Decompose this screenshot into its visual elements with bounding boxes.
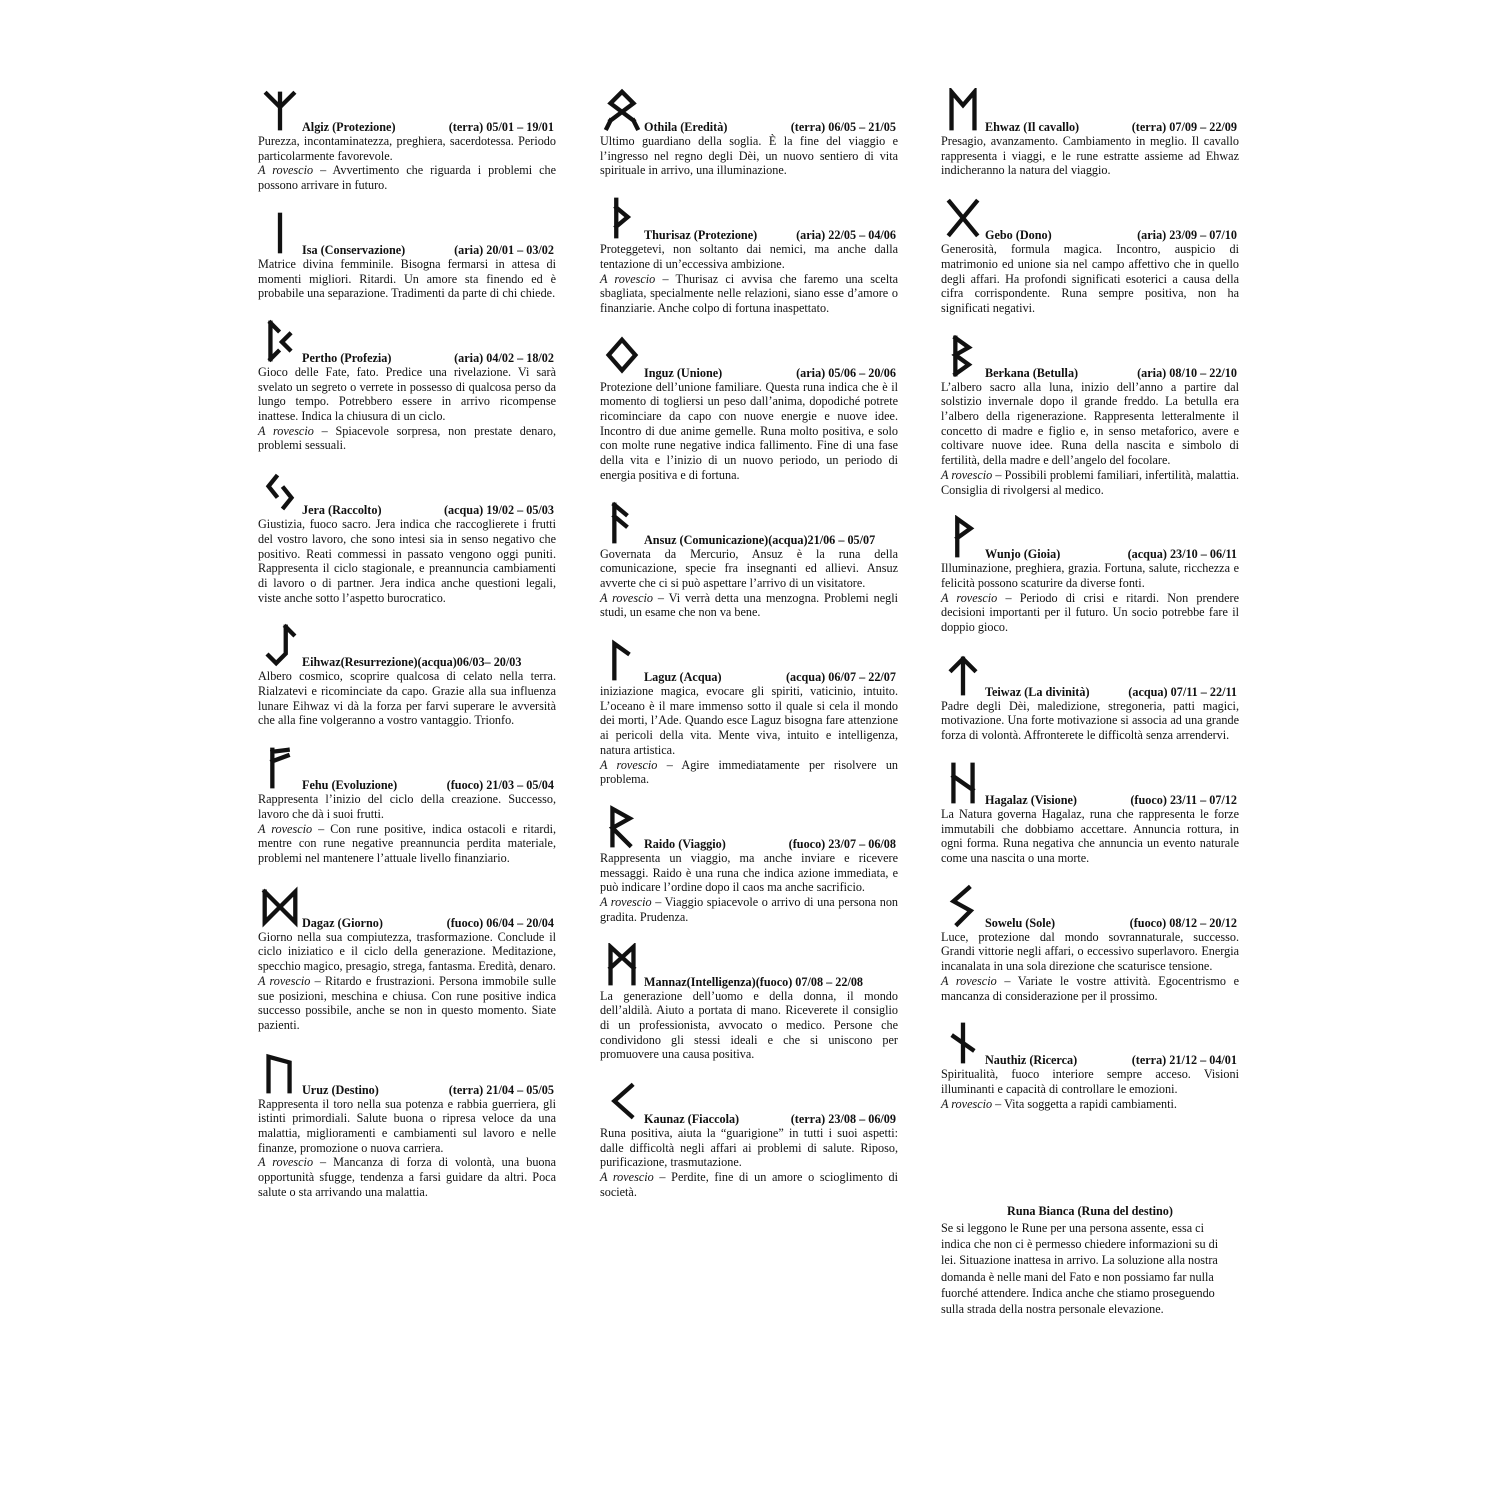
rune-reverse-meaning <box>258 424 556 453</box>
rune-entry-wunjo <box>941 515 1239 635</box>
rune-element-dates <box>1128 120 1237 134</box>
reverse-text: – Ritardo e frustrazioni. Persona immobile sulle sue posizioni, meschina e chiusa. Con rune positive indica successo possibile, anche se non in questo momento. Siate pazienti. <box>258 973 557 1032</box>
rune-dates: 04/02 – 18/02 <box>486 350 554 365</box>
rune-heading <box>600 334 898 380</box>
rune-element: (aria) <box>1137 228 1167 243</box>
rune-teiwaz-icon <box>943 653 983 697</box>
rune-entry-pertho <box>258 319 556 453</box>
rune-entry-eihwaz <box>258 623 556 728</box>
rune-element-dates <box>450 243 554 257</box>
rune-heading <box>258 211 556 257</box>
rune-element-dates <box>443 778 554 792</box>
rune-reverse-meaning <box>258 163 556 192</box>
rune-isa-icon <box>260 211 300 255</box>
rune-heading <box>600 196 898 242</box>
column-right <box>941 88 1239 1111</box>
column-left <box>258 88 556 1200</box>
reverse-text: – Spiacevole sorpresa, non prestate denaro, problemi sessuali. <box>258 423 557 453</box>
rune-element-dates <box>450 351 554 365</box>
rune-element-dates <box>1124 547 1237 561</box>
reverse-label: A rovescio <box>258 1155 314 1170</box>
rune-element: (terra) <box>448 120 484 134</box>
rune-ansuz-icon <box>602 501 642 545</box>
reverse-label: A rovescio <box>941 973 997 988</box>
rune-element-dates <box>1133 228 1237 242</box>
reverse-text: – Periodo di crisi e ritardi. Non prendere decisioni importanti per il futuro. Un socio potrebbe fare il doppio gioco. <box>941 590 1240 635</box>
rune-title: Eihwaz(Resurrezione)(acqua)06/03– 20/03 <box>302 655 522 670</box>
rune-heading <box>258 746 556 792</box>
reverse-text: – Thurisaz ci avvisa che faremo una scelta sbagliata, specialmente nelle relazioni, siano esse d’amore o finanziarie. Anche colpo di fortuna inaspettato. <box>600 271 898 315</box>
rune-element: (fuoco) <box>1130 792 1167 807</box>
rune-heading <box>941 884 1239 930</box>
rune-description: Luce, protezione dal mondo sovrannaturale, successo. Grandi vittorie negli affari, o eccessivo superlavoro. Energia incanalata in una sola direzione che scaturisce tensione. <box>941 929 1239 974</box>
rune-description: Illuminazione, preghiera, grazia. Fortuna, salute, ricchezza e felicità possono scaturire da diverse fonti. <box>941 561 1239 590</box>
runa-bianca-title: Runa Bianca (Runa del destino) <box>1007 1204 1173 1218</box>
rune-title: Wunjo (Gioia) <box>985 547 1061 562</box>
reverse-label: A rovescio <box>600 590 653 605</box>
rune-element: (acqua) <box>1128 684 1168 699</box>
rune-title: Thurisaz (Protezione) <box>644 228 758 243</box>
rune-dates: 06/04 – 20/04 <box>486 915 554 930</box>
rune-entry-teiwaz <box>941 653 1239 743</box>
rune-dates: 05/01 – 19/01 <box>486 120 554 134</box>
rune-element: (acqua) <box>443 503 484 518</box>
rune-element: (aria) <box>796 228 826 243</box>
rune-reverse-meaning <box>941 591 1239 635</box>
rune-description: Protezione dell’unione familiare. Questa runa indica che è il momento di togliersi un peso dall’anima, dopodiché potrete ricominciare da capo con nuove energie e nuove idee. Incontro di due anime gemelle. Runa molto positiva, e solo con molte rune negative indica fallimento. Fine di una fase della vita e l’inizio di un nuovo periodo, un periodo di energia positiva e di fortuna. <box>600 379 898 482</box>
rune-element: (aria) <box>1137 365 1167 380</box>
rune-dates: 07/09 – 22/09 <box>1169 120 1237 134</box>
rune-sowelu-icon <box>943 884 983 928</box>
rune-dates: 23/08 – 06/09 <box>828 1112 896 1127</box>
reverse-label: A rovescio <box>600 757 658 772</box>
rune-entry-algiz <box>258 88 556 193</box>
rune-entry-kaunaz <box>600 1080 898 1200</box>
rune-element-dates <box>1126 916 1237 930</box>
rune-heading <box>600 805 898 851</box>
rune-dates: 06/05 – 21/05 <box>828 120 896 134</box>
rune-description: La generazione dell’uomo e della donna, il mondo dell’aldilà. Aiuto a portata di mano. Riceverete il consiglio di un professionista, avvocato o medico. Persone che condividono gli stessi ideali e che si uniscono per promuovere una causa positiva. <box>600 988 898 1062</box>
rune-berkana-icon <box>943 334 983 378</box>
rune-element-dates <box>782 670 896 684</box>
rune-description: Presagio, avanzamento. Cambiamento in meglio. Il cavallo rappresenta i viaggi, e le rune estratte assieme ad Ehwaz indicheranno la natura del viaggio. <box>941 134 1239 178</box>
rune-element: (fuoco) <box>446 915 484 930</box>
rune-title: Isa (Conservazione) <box>302 242 406 257</box>
rune-fehu-icon <box>260 746 300 790</box>
rune-description: Rappresenta un viaggio, ma anche inviare e ricevere messaggi. Raido è una runa che indica azione immediata, e può indicare l’ordine dopo il caos ma anche sacrificio. <box>600 850 898 895</box>
rune-element: (aria) <box>454 242 484 257</box>
rune-inguz-icon <box>602 334 642 378</box>
rune-heading <box>941 761 1239 807</box>
rune-entry-nauthiz <box>941 1021 1239 1111</box>
rune-title: Gebo (Dono) <box>985 228 1052 243</box>
rune-element: (aria) <box>796 365 826 380</box>
rune-title: Ansuz (Comunicazione)(acqua)21/06 – 05/07 <box>644 532 876 547</box>
rune-wunjo-icon <box>943 515 983 559</box>
rune-title: Kaunaz (Fiaccola) <box>644 1112 740 1127</box>
rune-element: (terra) <box>790 120 826 134</box>
reverse-label: A rovescio <box>258 423 314 438</box>
rune-reverse-meaning <box>258 1155 556 1199</box>
rune-title: Jera (Raccolto) <box>302 503 382 518</box>
rune-othila-icon <box>602 88 642 132</box>
rune-hagalaz-icon <box>943 761 983 805</box>
reverse-text: – Avvertimento che riguarda i problemi che possono arrivare in futuro. <box>258 163 557 193</box>
rune-element-dates <box>1126 793 1237 807</box>
rune-description: Proteggetevi, non soltanto dai nemici, ma anche dalla tentazione di un’eccessiva ambizione. <box>600 242 898 271</box>
rune-description: Spiritualità, fuoco interiore sempre acceso. Visioni illuminanti e capacità di controllare le emozioni. <box>941 1067 1239 1096</box>
rune-dates: 21/12 – 04/01 <box>1169 1053 1237 1068</box>
rune-description: Albero cosmico, scoprire qualcosa di celato nella terra. Rialzatevi e ricominciate da capo. Grazie alla sua influenza lunare Eihwaz vi dà la forza per farvi superare le avversità che alla fine volgeranno a vostro vantaggio. Trionfo. <box>258 669 556 728</box>
runa-bianca-section <box>941 1204 1239 1317</box>
rune-heading <box>941 196 1239 242</box>
rune-reverse-meaning <box>941 1097 1239 1112</box>
rune-title: Berkana (Betulla) <box>985 365 1079 380</box>
rune-element-dates <box>445 120 554 134</box>
rune-element-dates <box>445 1083 554 1097</box>
rune-description: Rappresenta l’inizio del ciclo della creazione. Successo, lavoro che dà i suoi frutti. <box>258 792 556 821</box>
rune-dates: 08/10 – 22/10 <box>1169 365 1237 380</box>
rune-reverse-meaning <box>600 895 898 924</box>
reverse-text: – Vi verrà detta una menzogna. Problemi negli studi, un esame che non va bene. <box>600 590 899 620</box>
rune-title: Hagalaz (Visione) <box>985 792 1077 807</box>
rune-heading <box>258 1051 556 1097</box>
rune-entry-raido <box>600 805 898 925</box>
rune-entry-gebo <box>941 196 1239 316</box>
rune-dates: 05/06 – 20/06 <box>828 365 896 380</box>
rune-heading <box>941 88 1239 134</box>
rune-element: (fuoco) <box>1129 915 1167 930</box>
rune-uruz-icon <box>260 1051 300 1095</box>
rune-title: Ehwaz (Il cavallo) <box>985 120 1080 134</box>
reverse-text: – Viaggio spiacevole o arrivo di una persona non gradita. Prudenza. <box>600 895 899 924</box>
rune-element: (aria) <box>454 350 484 365</box>
rune-entry-isa <box>258 211 556 301</box>
rune-description: La Natura governa Hagalaz, runa che rappresenta le forze immutabili che dobbiamo accettare. Annuncia rottura, in ogni forma. Runa negativa che annuncia un evento naturale come una nascita o una morte. <box>941 806 1239 865</box>
reverse-label: A rovescio <box>258 973 311 988</box>
rune-title: Nauthiz (Ricerca) <box>985 1053 1078 1068</box>
rune-jera-icon <box>260 471 300 515</box>
rune-algiz-icon <box>260 88 300 132</box>
reverse-text: – Variate le vostre attività. Egocentrismo e mancanza di considerazione per il prossimo. <box>941 973 1240 1003</box>
reverse-label: A rovescio <box>600 895 652 910</box>
rune-element: (acqua) <box>1127 547 1167 562</box>
rune-description: Runa positiva, aiuta la “guarigione” in tutti i suoi aspetti: dalle difficoltà negli affari ai problemi di salute. Riposo, purificazione, trasmutazione. <box>600 1126 898 1170</box>
rune-title: Fehu (Evoluzione) <box>302 778 398 793</box>
rune-element-dates <box>787 120 896 134</box>
rune-dates: 21/03 – 05/04 <box>486 778 554 793</box>
rune-element: (fuoco) <box>788 836 826 851</box>
rune-entry-inguz <box>600 334 898 483</box>
rune-pertho-icon <box>260 319 300 363</box>
rune-description: Giorno nella sua compiutezza, trasformazione. Conclude il ciclo iniziatico e il ciclo della generazione. Meditazione, specchio magico, presagio, strega, fantasma. Eredità, denaro. <box>258 929 556 974</box>
rune-description: Matrice divina femminile. Bisogna fermarsi in attesa di momenti migliori. Ritardi. Un amore sta finendo ed è probabile una separazione. Tradimenti da parte di chi chiede. <box>258 256 556 301</box>
rune-title: Uruz (Destino) <box>302 1082 379 1097</box>
rune-dates: 23/10 – 06/11 <box>1169 547 1237 562</box>
rune-entry-dagaz <box>258 884 556 1033</box>
rune-dates: 23/09 – 07/10 <box>1169 228 1237 243</box>
rune-description: L’albero sacro alla luna, inizio dell’anno a partire dal solstizio invernale dopo il grande freddo. La betulla era l’albero della rigenerazione. Rappresenta letteralmente il concetto di madre e figlio e, in senso metaforico, avere e coltivare nuove idee. Runa della nascita e simbolo di fertilità, della madre e dell’angelo del focolare. <box>941 379 1239 468</box>
reverse-text: – Agire immediatamente per risolvere un problema. <box>600 757 899 787</box>
rune-element-dates <box>792 228 896 242</box>
rune-description: Gioco delle Fate, fato. Predice una rivelazione. Vi sarà svelato un segreto o verrete in possesso di qualcosa perso da lungo tempo. Potrebbero essere in arrivo ricompense inattese. Indica la chiusura di un ciclo. <box>258 364 556 424</box>
rune-heading <box>600 501 898 547</box>
rune-title: Teiwaz (La divinità) <box>985 684 1090 699</box>
rune-entry-jera <box>258 471 556 605</box>
rune-gebo-icon <box>943 196 983 240</box>
rune-heading <box>941 515 1239 561</box>
rune-heading <box>258 319 556 365</box>
rune-dates: 23/07 – 06/08 <box>828 836 896 851</box>
rune-title: Inguz (Unione) <box>644 365 723 380</box>
rune-element: (terra) <box>1131 1053 1167 1068</box>
rune-element: (acqua) <box>785 670 826 685</box>
rune-reverse-meaning <box>600 591 898 620</box>
rune-entry-berkana <box>941 334 1239 498</box>
rune-ehwaz-icon <box>943 88 983 132</box>
rune-element-dates <box>1124 685 1237 699</box>
rune-description: Rappresenta il toro nella sua potenza e rabbia guerriera, gli istinti primordiali. Salute buona o ripresa veloce da una malattia, miglioramenti e cambiamenti sul lavoro e nelle finanze, promozione o nuova carriera. <box>258 1096 556 1155</box>
rune-reverse-meaning <box>600 1170 898 1199</box>
rune-element-dates <box>440 503 554 517</box>
rune-element: (terra) <box>790 1112 826 1127</box>
rune-element: (terra) <box>448 1082 484 1097</box>
rune-description: Ultimo guardiano della soglia. È la fine del viaggio e l’ingresso nel regno degli Dèi, un nuovo sentiero di vita spirituale in arrivo, una illuminazione. <box>600 134 898 178</box>
rune-entry-ehwaz <box>941 88 1239 178</box>
rune-element: (terra) <box>1131 120 1167 134</box>
rune-dates: 22/05 – 04/06 <box>828 228 896 243</box>
rune-entry-laguz <box>600 638 898 787</box>
rune-dagaz-icon <box>260 884 300 928</box>
rune-heading <box>941 334 1239 380</box>
rune-description: iniziazione magica, evocare gli spiriti, vaticinio, intuito. L’oceano è il mare immenso sotto il quale si cela il mondo dei morti, l’Ade. Quando esce Laguz bisogna fare attenzione ai pericoli della vita. Mente viva, intuito e intelligenza, natura artistica. <box>600 684 898 757</box>
rune-kaunaz-icon <box>602 1080 642 1124</box>
reverse-label: A rovescio <box>941 467 993 482</box>
rune-element-dates <box>792 366 896 380</box>
rune-element-dates <box>785 837 896 851</box>
rune-entry-sowelu <box>941 884 1239 1004</box>
rune-reverse-meaning <box>600 758 898 787</box>
reverse-text: – Perdite, fine di un amore o scioglimento di società. <box>600 1170 899 1199</box>
rune-dates: 06/07 – 22/07 <box>828 670 896 685</box>
rune-element-dates <box>787 1112 896 1126</box>
rune-dates: 08/12 – 20/12 <box>1169 915 1237 930</box>
rune-entry-hagalaz <box>941 761 1239 866</box>
rune-dates: 20/01 – 03/02 <box>486 242 554 257</box>
rune-reverse-meaning <box>258 822 556 866</box>
rune-title: Dagaz (Giorno) <box>302 915 383 930</box>
rune-heading <box>258 471 556 517</box>
rune-heading <box>600 1080 898 1126</box>
rune-element-dates <box>1133 366 1237 380</box>
rune-entry-ansuz <box>600 501 898 621</box>
runa-bianca-text: Se si leggono le Rune per una persona assente, essa ci indica che non ci è permesso chiedere informazioni su di lei. Situazione inattesa in arrivo. La soluzione alla nostra domanda è nelle mani del Fato e non possiamo far nulla fuorché attendere. Indica anche che stiamo proseguendo sulla strada della nostra personale elevazione. <box>941 1221 1219 1317</box>
reverse-text: – Mancanza di forza di volontà, una buona opportunità sfugge, tendenza a farsi guidare da altri. Poca salute o sta arrivando una malattia. <box>258 1155 557 1199</box>
rune-heading <box>941 1021 1239 1067</box>
rune-dates: 21/04 – 05/05 <box>486 1082 554 1097</box>
rune-title: Othila (Eredità) <box>644 120 728 134</box>
reverse-text: – Possibili problemi familiari, infertilità, malattia. Consiglia di rivolgersi al medico. <box>941 467 1240 497</box>
rune-title: Mannaz(Intelligenza)(fuoco) 07/08 – 22/08 <box>644 974 864 989</box>
rune-reverse-meaning <box>600 272 898 316</box>
rune-heading <box>600 88 898 134</box>
rune-title: Pertho (Profezia) <box>302 350 392 365</box>
rune-reverse-meaning <box>258 974 556 1033</box>
reverse-label: A rovescio <box>258 163 314 178</box>
rune-entry-thurisaz <box>600 196 898 316</box>
reverse-label: A rovescio <box>941 590 998 605</box>
rune-laguz-icon <box>602 638 642 682</box>
rune-dates: 19/02 – 05/03 <box>486 503 554 518</box>
rune-heading <box>600 943 898 989</box>
reverse-text: – Con rune positive, indica ostacoli e ritardi, mentre con rune negative preannuncia perdita materiale, problemi nel mantenere l’attuale livello finanziario. <box>258 821 557 865</box>
reverse-text: – Vita soggetta a rapidi cambiamenti. <box>995 1096 1177 1111</box>
rune-reverse-meaning <box>941 974 1239 1003</box>
rune-reverse-meaning <box>941 468 1239 497</box>
rune-title: Algiz (Protezione) <box>302 120 396 134</box>
rune-heading <box>600 638 898 684</box>
rune-dates: 07/11 – 22/11 <box>1170 684 1237 699</box>
rune-description: Governata da Mercurio, Ansuz è la runa della comunicazione, specie fra insegnanti ed allievi. Ansuz avverte che ci si può aspettare l’arrivo di un visitatore. <box>600 546 898 590</box>
rune-description: Purezza, incontaminatezza, preghiera, sacerdotessa. Periodo particolarmente favorevole. <box>258 134 556 163</box>
rune-nauthiz-icon <box>943 1021 983 1065</box>
rune-eihwaz-icon <box>260 623 300 667</box>
rune-element: (fuoco) <box>446 778 484 793</box>
reverse-label: A rovescio <box>258 821 313 836</box>
reverse-label: A rovescio <box>941 1096 993 1111</box>
rune-element-dates <box>1128 1053 1237 1067</box>
rune-title: Sowelu (Sole) <box>985 915 1056 930</box>
rune-entry-fehu <box>258 746 556 866</box>
rune-heading <box>258 623 556 669</box>
rune-entry-uruz <box>258 1051 556 1200</box>
reverse-label: A rovescio <box>600 271 656 286</box>
rune-description: Padre degli Dèi, maledizione, stregoneria, patti magici, motivazione. Una forte motivazione si associa ad una grande forza di volontà. Affronterete le difficoltà senza arrendervi. <box>941 698 1239 743</box>
rune-element-dates <box>443 916 554 930</box>
rune-title: Laguz (Acqua) <box>644 670 722 685</box>
rune-description: Generosità, formula magica. Incontro, auspicio di matrimonio ed unione sia nel campo affettivo che in quello degli affari. Ha profondi significati esoterici a causa della cifra corrispondente. Runa sempre positiva, non ha significati negativi. <box>941 242 1239 315</box>
column-middle <box>600 88 898 1200</box>
rune-description: Giustizia, fuoco sacro. Jera indica che raccoglierete i frutti del vostro lavoro, che sono intesi sia in senso negativo che positivo. Reati commessi in passato vengono oggi puniti. Rappresenta il ciclo stagionale, e preannuncia cambiamenti di lavoro o di partner. Jera indica anche questioni legali, viste anche sotto l’aspetto burocratico. <box>258 517 556 605</box>
rune-heading <box>258 88 556 134</box>
rune-entry-othila <box>600 88 898 178</box>
rune-title: Raido (Viaggio) <box>644 836 726 851</box>
rune-thurisaz-icon <box>602 196 642 240</box>
rune-heading <box>258 884 556 930</box>
reverse-label: A rovescio <box>600 1170 654 1185</box>
rune-heading <box>941 653 1239 699</box>
rune-dates: 23/11 – 07/12 <box>1169 792 1237 807</box>
rune-raido-icon <box>602 805 642 849</box>
rune-entry-mannaz <box>600 943 898 1063</box>
rune-mannaz-icon <box>602 943 642 987</box>
